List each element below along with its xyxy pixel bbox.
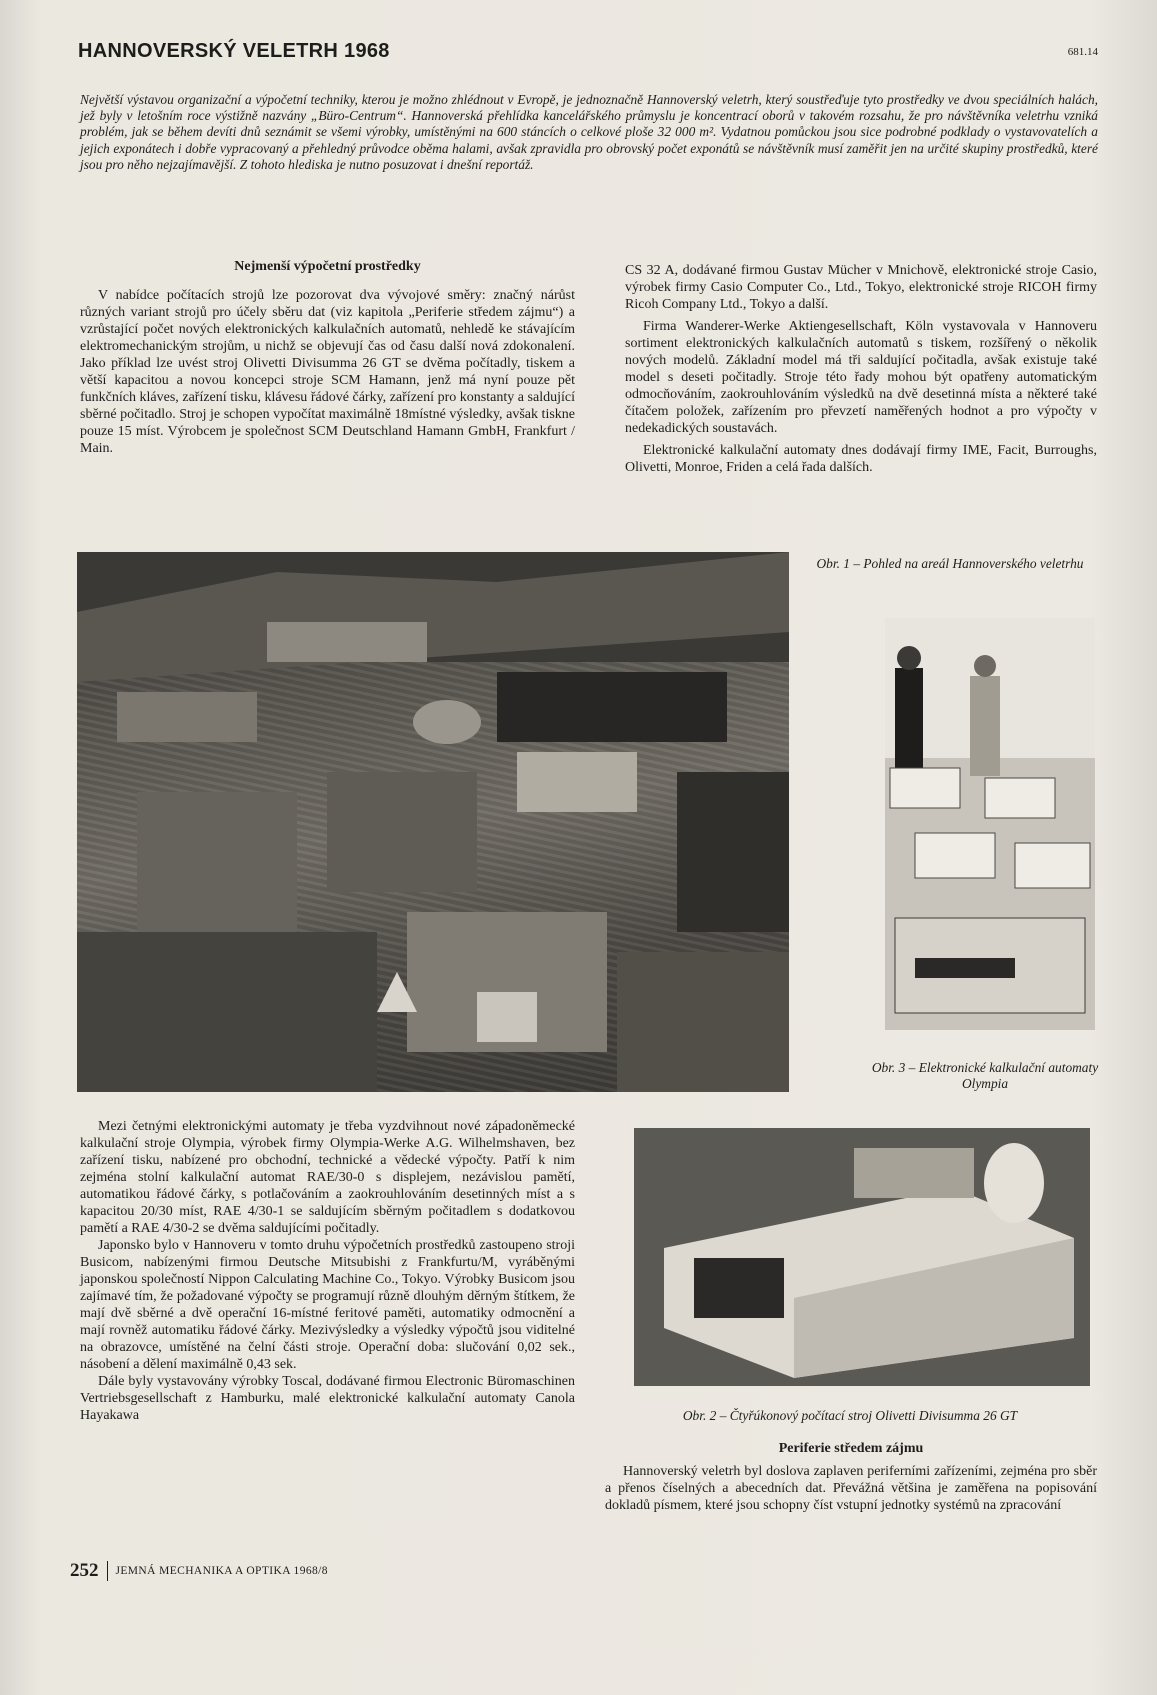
figure-caption-1: Obr. 1 – Pohled na areál Hannoverského veletrhu bbox=[816, 556, 1084, 571]
column-right-bottom bbox=[605, 1440, 1097, 1514]
figure-caption-3: Obr. 3 – Elektronické kalkulační automaty Olympia bbox=[871, 1060, 1099, 1091]
section-heading-smallest-devices: Nejmenší výpočetní prostředky bbox=[234, 259, 421, 274]
section-heading-peripherals: Periferie středem zájmu bbox=[778, 1441, 924, 1456]
column-right-top bbox=[625, 262, 1097, 481]
article-title: HANNOVERSKÝ VELETRH 1968 bbox=[78, 40, 390, 62]
paragraph: V nabídce počítacích strojů lze pozorovat dva vývojové směry: značný nárůst různých variant strojů pro účely sběru dat (viz kapitola „Periferie středem zájmu“) a vzrůstající počet nových elektronických kalkulačních automatů, nehledě ke stávajícím elektromechanickým strojům, u nichž se objevují čas od času další nová zdokonalení. Jako příklad lze uvést stroj Olivetti Divisumma 26 GT se dvěma počítadly, tiskem a větší kapacitou a novou koncepci stroje SCM Hamann, jenž má nyní pouze pět funkčních kláves, zařízení tisku, klávesu řádové čárky, zařízení pro konstanty a saldující sběrné počitadlo. Stroj je schopen vypočítat maximálně 18místné výsledky, avšak tiskne pouze 15 míst. Výrobcem je společnost SCM Deutschland Hamann GmbH, Frankfurt / Main. bbox=[80, 288, 575, 456]
figure-caption-2: Obr. 2 – Čtyřúkonový počítací stroj Olivetti Divisumma 26 GT bbox=[682, 1408, 1018, 1423]
paragraph: Firma Wanderer-Werke Aktiengesellschaft, Köln vystavovala v Hannoveru sortiment elektronických kalkulačních automatů s tiskem, rozšířený o několik nových modelů. Základní model má tři saldující počitadla, avšak existuje také model s deseti počitadly. Stroje této řady mohou být opatřeny automatickým odmocňováním, zaokrouhlováním výsledků na dvě desetinná místa a některé také čítačem položek, zařízením pro převzetí naměřených hodnot a pro výpočty v nedekadických soustavách. bbox=[625, 319, 1097, 436]
photo-olivetti-divisumma bbox=[634, 1128, 1090, 1386]
photo-fair-aerial-view bbox=[77, 552, 789, 1092]
photo-olympia-calculators-drawing bbox=[885, 618, 1095, 1030]
classification-code: 681.14 bbox=[1067, 46, 1098, 58]
page-number: 252 bbox=[70, 1560, 99, 1581]
paragraph: Dále byly vystavovány výrobky Toscal, dodávané firmou Electronic Büromaschinen Vertriebsgesellschaft z Hamburku, malé elektronické kalkulační automaty Canola Hayakawa bbox=[80, 1374, 575, 1423]
paragraph: Mezi četnými elektronickými automaty je třeba vyzdvihnout nové západoněmecké kalkulační stroje Olympia, výrobek firmy Olympia-Werke A.G. Wilhelmshaven, bez zařízení tisku, nabízené pro obchodní, technické a vědecké výpočty. Patří k nim zejména stolní kalkulační automat RAE/30-0 s displejem, nezávislou pamětí, automatikou řádové čárky, s potlačováním a zaokrouhlováním desetinných míst a s kapacitou 20/30 míst, RAE 4/30-1 se saldujícím sběrným počitadlem s dodatkovou pamětí a RAE 4/30-2 se dvěma saldujícími počitadly. bbox=[80, 1119, 575, 1236]
paragraph: Japonsko bylo v Hannoveru v tomto druhu výpočetních prostředků zastoupeno stroji Busicom, nabízenými firmou Deutsche Mitsubishi z Frankfurtu/M, vyráběnými japonskou společností Nippon Calculating Machine Co., Tokyo. Výrobky Busicom jsou zajímavé tím, že požadované výpočty se programují různě dlouhým děrným štítkem, že mají dvě sběrné a dvě operační 16-místné feritové paměti, automatiky odmocnění a mají rovněž automatiku řádové čárky. Mezivýsledky a výsledky výpočtů jsou viditelné na obrazovce, umístěné na čelní části stroje. Operační doba: slučování 0,02 sek., násobení a dělení maximálně 0,43 sek. bbox=[80, 1238, 575, 1372]
page-footer bbox=[70, 1560, 328, 1582]
paragraph: Hannoverský veletrh byl doslova zaplaven periferními zařízeními, zejména pro sběr a přenos číselných a abecedních dat. Převážná většina je zaměřena na popisování dokladů písmem, které jsou schopny číst vstupní jednotky systémů na zpracování bbox=[605, 1464, 1097, 1513]
footer-divider bbox=[107, 1561, 108, 1581]
photo-olivetti-divisumma-drawing bbox=[634, 1128, 1090, 1386]
article-intro: Největší výstavou organizační a výpočetní techniky, kterou je možno zhlédnout v Evropě, je jednoznačně Hannoverský veletrh, který soustřeďuje tyto prostředky ve dvou speciálních halách, jež byly v letošním roce výstižně nazvány „Büro-Centrum“. Hannoverská přehlídka kancelářského průmyslu je koncentrací oborů v takovém rozsahu, že pro návštěvníka veletrhu vzniká problém, jak se během devíti dnů seznámit se všemi výrobky, umístěnými na 600 stáncích o celkové ploše 32 000 m². Vydatnou pomůckou jsou sice podrobné podklady o vystavovatelích a jejich exponátech i dobře vypracovaný a přehledný průvodce oběma halami, avšak zpravidla pro obrovský počet exponátů se návštěvník musí zaměřit jen na určité skupiny prostředků, které jsou pro něho nejzajímavější. Z tohoto hlediska je nutno posuzovat i dnešní reportáž. bbox=[80, 92, 1098, 172]
journal-name: JEMNÁ MECHANIKA A OPTIKA 1968/8 bbox=[115, 1565, 328, 1577]
column-left-bottom bbox=[80, 1118, 575, 1424]
column-left-top bbox=[80, 258, 575, 457]
paragraph: Elektronické kalkulační automaty dnes dodávají firmy IME, Facit, Burroughs, Olivetti, Monroe, Friden a celá řada dalších. bbox=[625, 443, 1097, 475]
photo-olympia-calculators bbox=[885, 618, 1095, 1030]
paragraph: CS 32 A, dodávané firmou Gustav Mücher v Mnichově, elektronické stroje Casio, výrobek firmy Casio Computer Co., Ltd., Tokyo, elektronické stroje RICOH firmy Ricoh Company Ltd., Tokyo a další. bbox=[625, 263, 1097, 312]
page-header bbox=[78, 40, 1098, 70]
photo-fair-aerial-view-drawing bbox=[77, 552, 789, 1092]
